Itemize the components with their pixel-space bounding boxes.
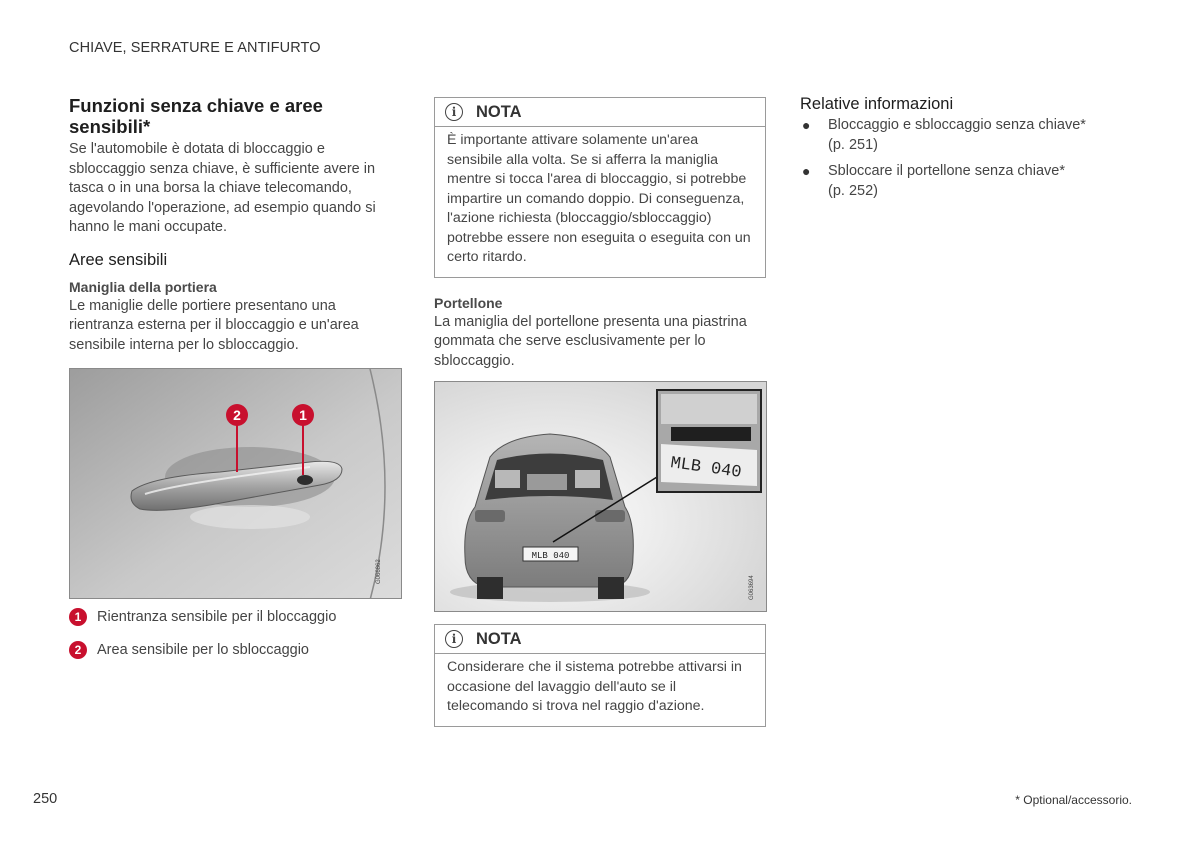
related-link-1-page[interactable]: (p. 251) xyxy=(828,136,878,153)
legend-text-2: Area sensibile per lo sbloccaggio xyxy=(97,642,309,658)
legend-text-1: Rientranza sensibile per il bloccaggio xyxy=(97,609,337,625)
door-handle-figure xyxy=(69,368,402,599)
plate-closeup-text: MLB 040 xyxy=(669,454,743,483)
sensitive-areas-heading: Aree sensibili xyxy=(69,250,168,269)
intro-paragraph: Se l'automobile è dotata di bloccaggio e sbloccaggio senza chiave, è sufficiente avere in tasca o in una borsa la chiave telecomando, agevolando l'operazione, ad esempio quando si hanno le mani occupate. xyxy=(69,141,376,235)
page-number: 250 xyxy=(33,791,58,807)
car-rear-illustration xyxy=(435,382,767,612)
related-link-2-page[interactable]: (p. 252) xyxy=(828,182,878,199)
legend-item-1 xyxy=(69,608,336,626)
note-text-2: Considerare che il sistema potrebbe attivarsi in occasione del lavaggio dell'auto se il telecomando si trova nel raggio d'azione. xyxy=(447,659,742,714)
legend-badge-2: 2 xyxy=(69,641,87,659)
callout-2: 2 xyxy=(226,404,248,426)
tailgate-figure xyxy=(434,381,767,612)
column-tailgate xyxy=(434,97,766,371)
tailgate-heading: Portellone xyxy=(434,294,503,311)
related-links-list xyxy=(800,116,1140,201)
door-handle-heading: Maniglia della portiera xyxy=(69,278,217,295)
door-handle-text: Le maniglie delle portiere presentano una rientranza esterna per il bloccaggio e un'area sensibile interna per lo sbloccaggio. xyxy=(69,297,359,353)
tailgate-text: La maniglia del portellone presenta una piastrina gommata che serve esclusivamente per lo sbloccaggio. xyxy=(434,313,747,369)
note-header-2 xyxy=(435,625,765,654)
info-icon: i xyxy=(445,103,463,121)
note-box-1 xyxy=(434,97,766,278)
column-keyless xyxy=(69,95,401,355)
related-info-heading: Relative informazioni xyxy=(800,95,954,113)
note-label-1: NOTA xyxy=(476,102,522,121)
related-link-1[interactable]: ● Bloccaggio e sbloccaggio senza chiave* (p. 251) xyxy=(802,117,1086,153)
section-header: CHIAVE, SERRATURE E ANTIFURTO xyxy=(69,40,321,56)
page-title: Funzioni senza chiave e aree sensibili* xyxy=(69,95,323,137)
related-link-2[interactable]: ● Sbloccare il portellone senza chiave* (p. 252) xyxy=(802,163,1065,199)
related-link-1-text[interactable]: Bloccaggio e sbloccaggio senza chiave* xyxy=(828,117,1086,133)
figure-code: G066862 xyxy=(376,559,382,584)
note-box-2 xyxy=(434,624,766,727)
info-icon: i xyxy=(445,630,463,648)
optional-footnote: * Optional/accessorio. xyxy=(1015,793,1132,807)
figure-code-2: G063694 xyxy=(749,575,755,600)
legend-item-2 xyxy=(69,641,309,659)
note-label-2: NOTA xyxy=(476,629,522,648)
note-header-1 xyxy=(435,98,765,127)
note-text-1: È importante attivare solamente un'area sensibile alla volta. Se si afferra la maniglia mentre si tocca l'area di bloccaggio, si potrebbe impartire un comando doppio. Di conseguenza, l'azione richiesta (bloccaggio/sbloccaggio) potrebbe essere non eseguita o eseguita con un certo ritardo. xyxy=(447,132,751,265)
plate-text: MLB 040 xyxy=(531,551,570,561)
legend-badge-1: 1 xyxy=(69,608,87,626)
related-link-2-text[interactable]: Sbloccare il portellone senza chiave* xyxy=(828,163,1065,179)
column-related-info xyxy=(800,95,1140,208)
callout-1: 1 xyxy=(292,404,314,426)
